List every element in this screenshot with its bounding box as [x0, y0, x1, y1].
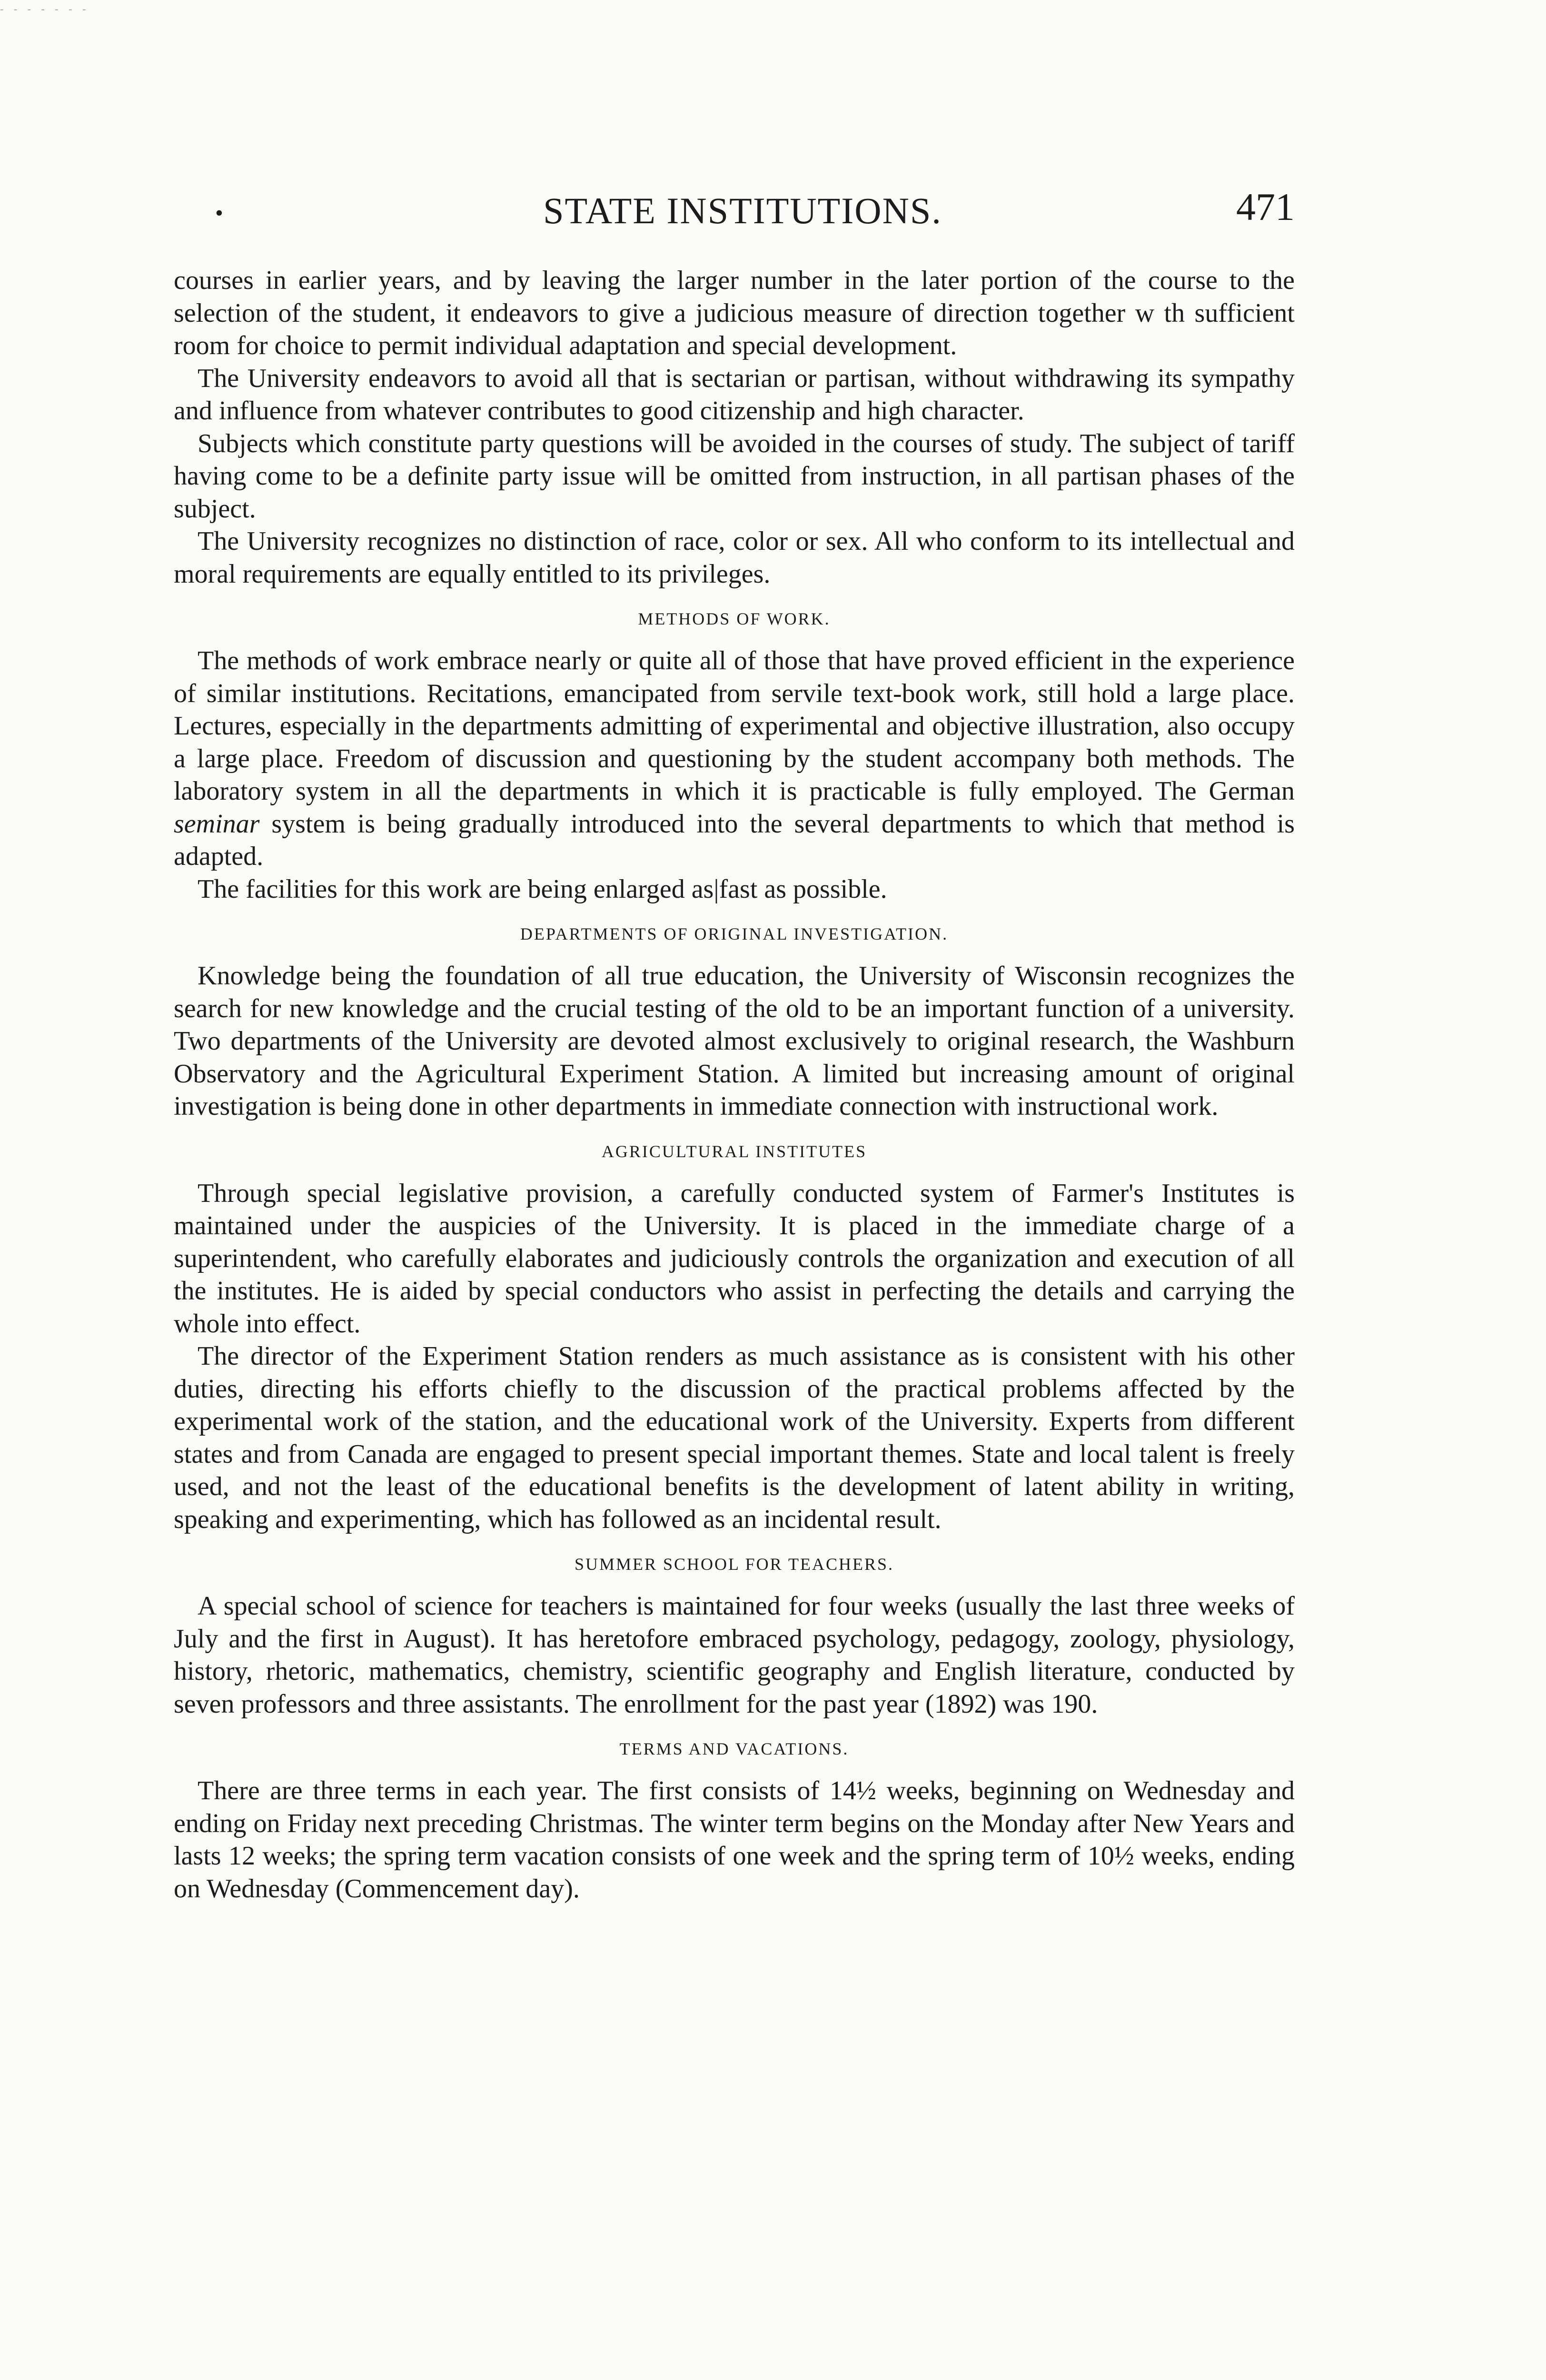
- summer-school-heading: SUMMER SCHOOL FOR TEACHERS.: [574, 1555, 894, 1574]
- institutes-paragraph-1: Through special legislative provision, a carefully conducted system of Farmer's Institutes is maintained under the auspicies of the University. It is placed in the immediate charge of a superintendent, who carefully elaborates and judiciously controls the organization and execution of all the institutes. He is aided by special conductors who assist in perfecting the details and carrying the whole into effect.: [174, 1178, 1295, 1339]
- intro-paragraph-4: The University recognizes no distinction of race, color or sex. All who conform to its intellectual and moral requirements are equally entitled to its privileges.: [174, 526, 1295, 589]
- running-head: STATE INSTITUTIONS.: [543, 190, 942, 231]
- methods-paragraph-2: The facilities for this work are being enlarged as|fast as possible.: [198, 874, 887, 904]
- terms-heading: TERMS AND VACATIONS.: [619, 1739, 849, 1758]
- methods-text-end: system is being gradually introduced into the several departments to which that method is adapted.: [174, 809, 1295, 871]
- bullet-mark: •: [215, 200, 223, 226]
- page-header: [171, 181, 1314, 238]
- intro-paragraph-1: courses in earlier years, and by leaving the larger number in the later portion of the course to the selection of the student, it endeavors to give a judicious measure of direction together w th sufficient room for choice to permit individual adaptation and special development.: [174, 266, 1295, 360]
- methods-paragraph-1: [174, 645, 1295, 873]
- investigation-heading: DEPARTMENTS OF ORIGINAL INVESTIGATION.: [520, 924, 949, 943]
- scan-specks: - - - - - - -: [0, 3, 90, 15]
- methods-heading: METHODS OF WORK.: [638, 609, 831, 628]
- intro-paragraph-2: The University endeavors to avoid all that is sectarian or partisan, without withdrawing its sympathy and influence from whatever contributes to good citizenship and high character.: [174, 363, 1295, 426]
- summer-school-paragraph: A special school of science for teachers is maintained for four weeks (usually the last three weeks of July and the first in August). It has heretofore embraced psychology, pedagogy, zoology, physiology, history, rhetoric, mathematics, chemistry, scientific geography and English literature, conducted by seven professors and three assistants. The enrollment for the past year (1892) was 190.: [174, 1591, 1295, 1719]
- institutes-paragraph-2: The director of the Experiment Station renders as much assistance as is consistent with his other duties, directing his efforts chiefly to the discussion of the practical problems affected by the experimental work of the station, and the educational work of the University. Experts from different states and from Canada are engaged to present special important themes. State and local talent is freely used, and not the least of the educational benefits is the development of latent ability in writing, speaking and experimenting, which has followed as an incidental result.: [174, 1341, 1295, 1534]
- seminar-term: seminar: [174, 809, 260, 839]
- investigation-paragraph: Knowledge being the foundation of all true education, the University of Wisconsin recognizes the search for new knowledge and the crucial testing of the old to be an important function of a university. Two departments of the University are devoted almost exclusively to original research, the Washburn Observatory and the Agricultural Experiment Station. A limited but increasing amount of original investigation is being done in other departments in immediate connection with instructional work.: [174, 961, 1295, 1121]
- intro-paragraph-3: Subjects which constitute party questions will be avoided in the courses of study. The subject of tariff having come to be a definite party issue will be omitted from instruction, in all partisan phases of the subject.: [174, 428, 1295, 524]
- terms-paragraph: There are three terms in each year. The first consists of 14½ weeks, beginning on Wednesday and ending on Friday next preceding Christmas. The winter term begins on the Monday after New Years and lasts 12 weeks; the spring term vacation consists of one week and the spring term of 10½ weeks, ending on Wednesday (Commencement day).: [174, 1776, 1295, 1904]
- body-text: [174, 264, 1295, 1905]
- page-number: 471: [1236, 185, 1295, 228]
- methods-text-start: The methods of work embrace nearly or quite all of those that have proved efficient in the experience of similar institutions. Recitations, emancipated from servile text-book work, still hold a large place. Lectures, especially in the departments admitting of experimental and objective illustration, also occupy a large place. Freedom of discussion and questioning by the student accompany both methods. The laboratory system in all the departments in which it is practicable is fully employed. The German: [174, 646, 1295, 806]
- institutes-heading: AGRICULTURAL INSTITUTES: [601, 1141, 867, 1161]
